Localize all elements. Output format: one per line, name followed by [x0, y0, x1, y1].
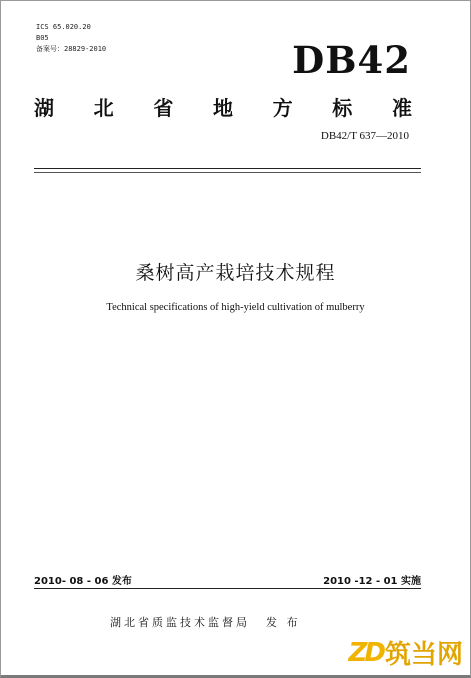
org-title-char: 湖: [34, 96, 54, 120]
issuer-name: 湖北省质监技术监督局: [110, 616, 250, 629]
document-title-en: Technical specifications of high-yield cultivation of mulberry: [106, 302, 365, 313]
org-title-char: 省: [153, 96, 174, 120]
implement-date: 2010 -12 - 01 实施: [323, 576, 421, 587]
document-title-cn: 桑树高产栽培技术规程: [135, 262, 336, 284]
bottom-divider: [34, 588, 421, 589]
record-number: 备案号：28829-2010: [36, 45, 107, 53]
org-title-char: 地: [212, 96, 233, 120]
watermark-text: 筑当网: [384, 640, 463, 670]
org-title-char: 方: [272, 96, 293, 120]
org-title-char: 北: [93, 96, 114, 120]
publish-date: 2010- 08 - 06 发布: [34, 576, 132, 587]
top-divider-thin: [34, 172, 421, 173]
issue-word: 发 布: [266, 616, 301, 629]
standard-number: DB42/T 637—2010: [320, 130, 409, 142]
zd-logo-icon: ZD: [348, 637, 383, 668]
meta-block: [36, 22, 106, 55]
ccs-code: B05: [36, 34, 49, 42]
watermark-logo[interactable]: [349, 634, 463, 671]
standard-code-logo: DB42: [292, 38, 411, 82]
org-title: [34, 92, 412, 121]
org-title-char: 准: [391, 96, 412, 120]
issuer-line: [110, 614, 301, 630]
org-title-char: 标: [332, 96, 353, 120]
top-divider: [34, 168, 421, 169]
ics-code: ICS 65.020.20: [36, 23, 91, 31]
